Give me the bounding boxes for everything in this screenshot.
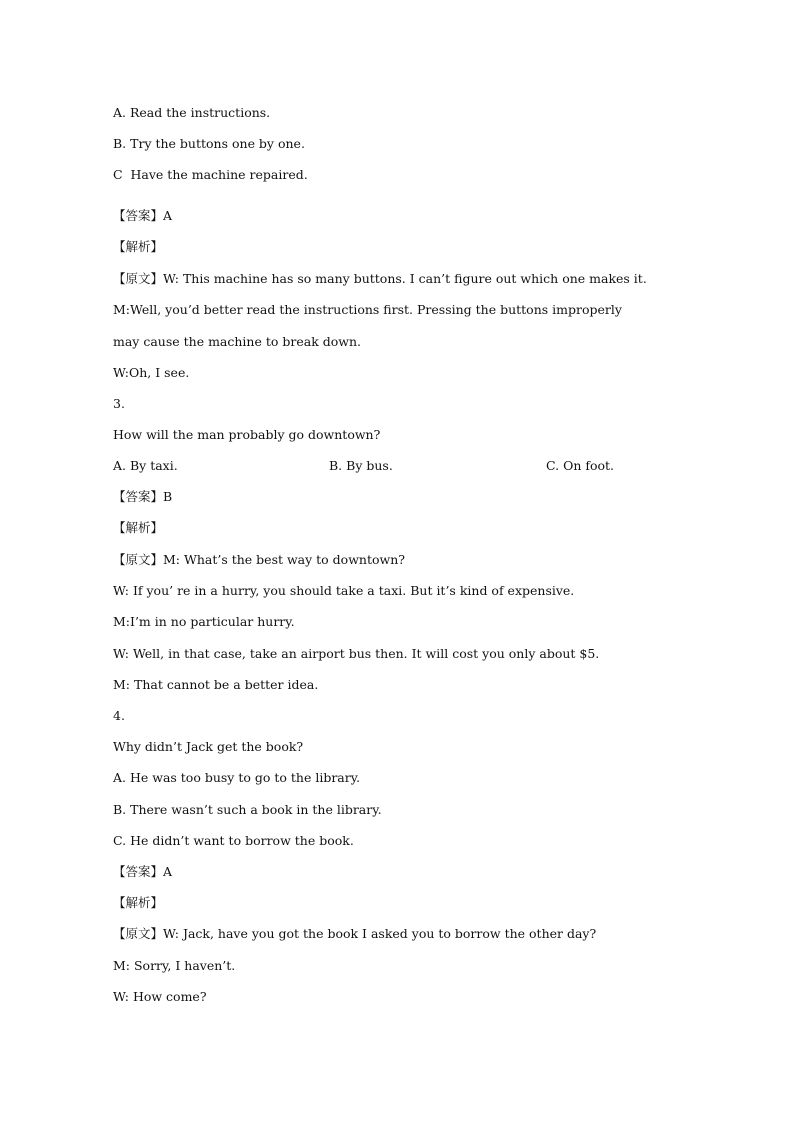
q3-transcript-line-5: M: That cannot be a better idea.: [113, 677, 319, 692]
q4-transcript-line-2: M: Sorry, I haven’t.: [113, 958, 236, 973]
q2-answer: 【答案】A: [113, 208, 173, 223]
q4-question: Why didn’t Jack get the book?: [113, 739, 304, 754]
q4-option-a: A. He was too busy to go to the library.: [113, 770, 361, 785]
q4-option-b: B. There wasn’t such a book in the library.: [113, 802, 382, 817]
q3-analysis-heading: 【解析】: [113, 520, 164, 535]
q4-transcript-line-3: W: How come?: [113, 989, 207, 1004]
q4-answer: 【答案】A: [113, 864, 173, 879]
q3-option-a: A. By taxi.: [113, 458, 178, 473]
q2-transcript-line-2: M:Well, you’d better read the instructions first. Pressing the buttons improperly: [113, 302, 622, 317]
q3-question: How will the man probably go downtown?: [113, 427, 381, 442]
q4-option-c: C. He didn’t want to borrow the book.: [113, 833, 354, 848]
q2-transcript-line-4: W:Oh, I see.: [113, 365, 190, 380]
q2-option-b: B. Try the buttons one by one.: [113, 136, 305, 151]
q2-transcript-line-1: 【原文】W: This machine has so many buttons. I can’t figure out which one makes it.: [113, 271, 647, 286]
q2-option-a: A. Read the instructions.: [113, 105, 271, 120]
q3-option-c: C. On foot.: [546, 458, 615, 473]
q3-transcript-line-3: M:I’m in no particular hurry.: [113, 614, 295, 629]
q4-analysis-heading: 【解析】: [113, 895, 164, 910]
q3-option-b: B. By bus.: [329, 458, 393, 473]
q4-transcript-line-1: 【原文】W: Jack, have you got the book I asked you to borrow the other day?: [113, 926, 597, 941]
q3-answer: 【答案】B: [113, 489, 173, 504]
q4-number: 4.: [113, 708, 125, 723]
q2-analysis-heading: 【解析】: [113, 239, 164, 254]
q2-transcript-line-3: may cause the machine to break down.: [113, 334, 361, 349]
q2-option-c: C Have the machine repaired.: [113, 167, 308, 182]
q3-transcript-line-4: W: Well, in that case, take an airport bus then. It will cost you only about $5.: [113, 646, 600, 661]
q3-number: 3.: [113, 396, 125, 411]
q3-transcript-line-2: W: If you’ re in a hurry, you should take a taxi. But it’s kind of expensive.: [113, 583, 575, 598]
q3-transcript-line-1: 【原文】M: What’s the best way to downtown?: [113, 552, 405, 567]
